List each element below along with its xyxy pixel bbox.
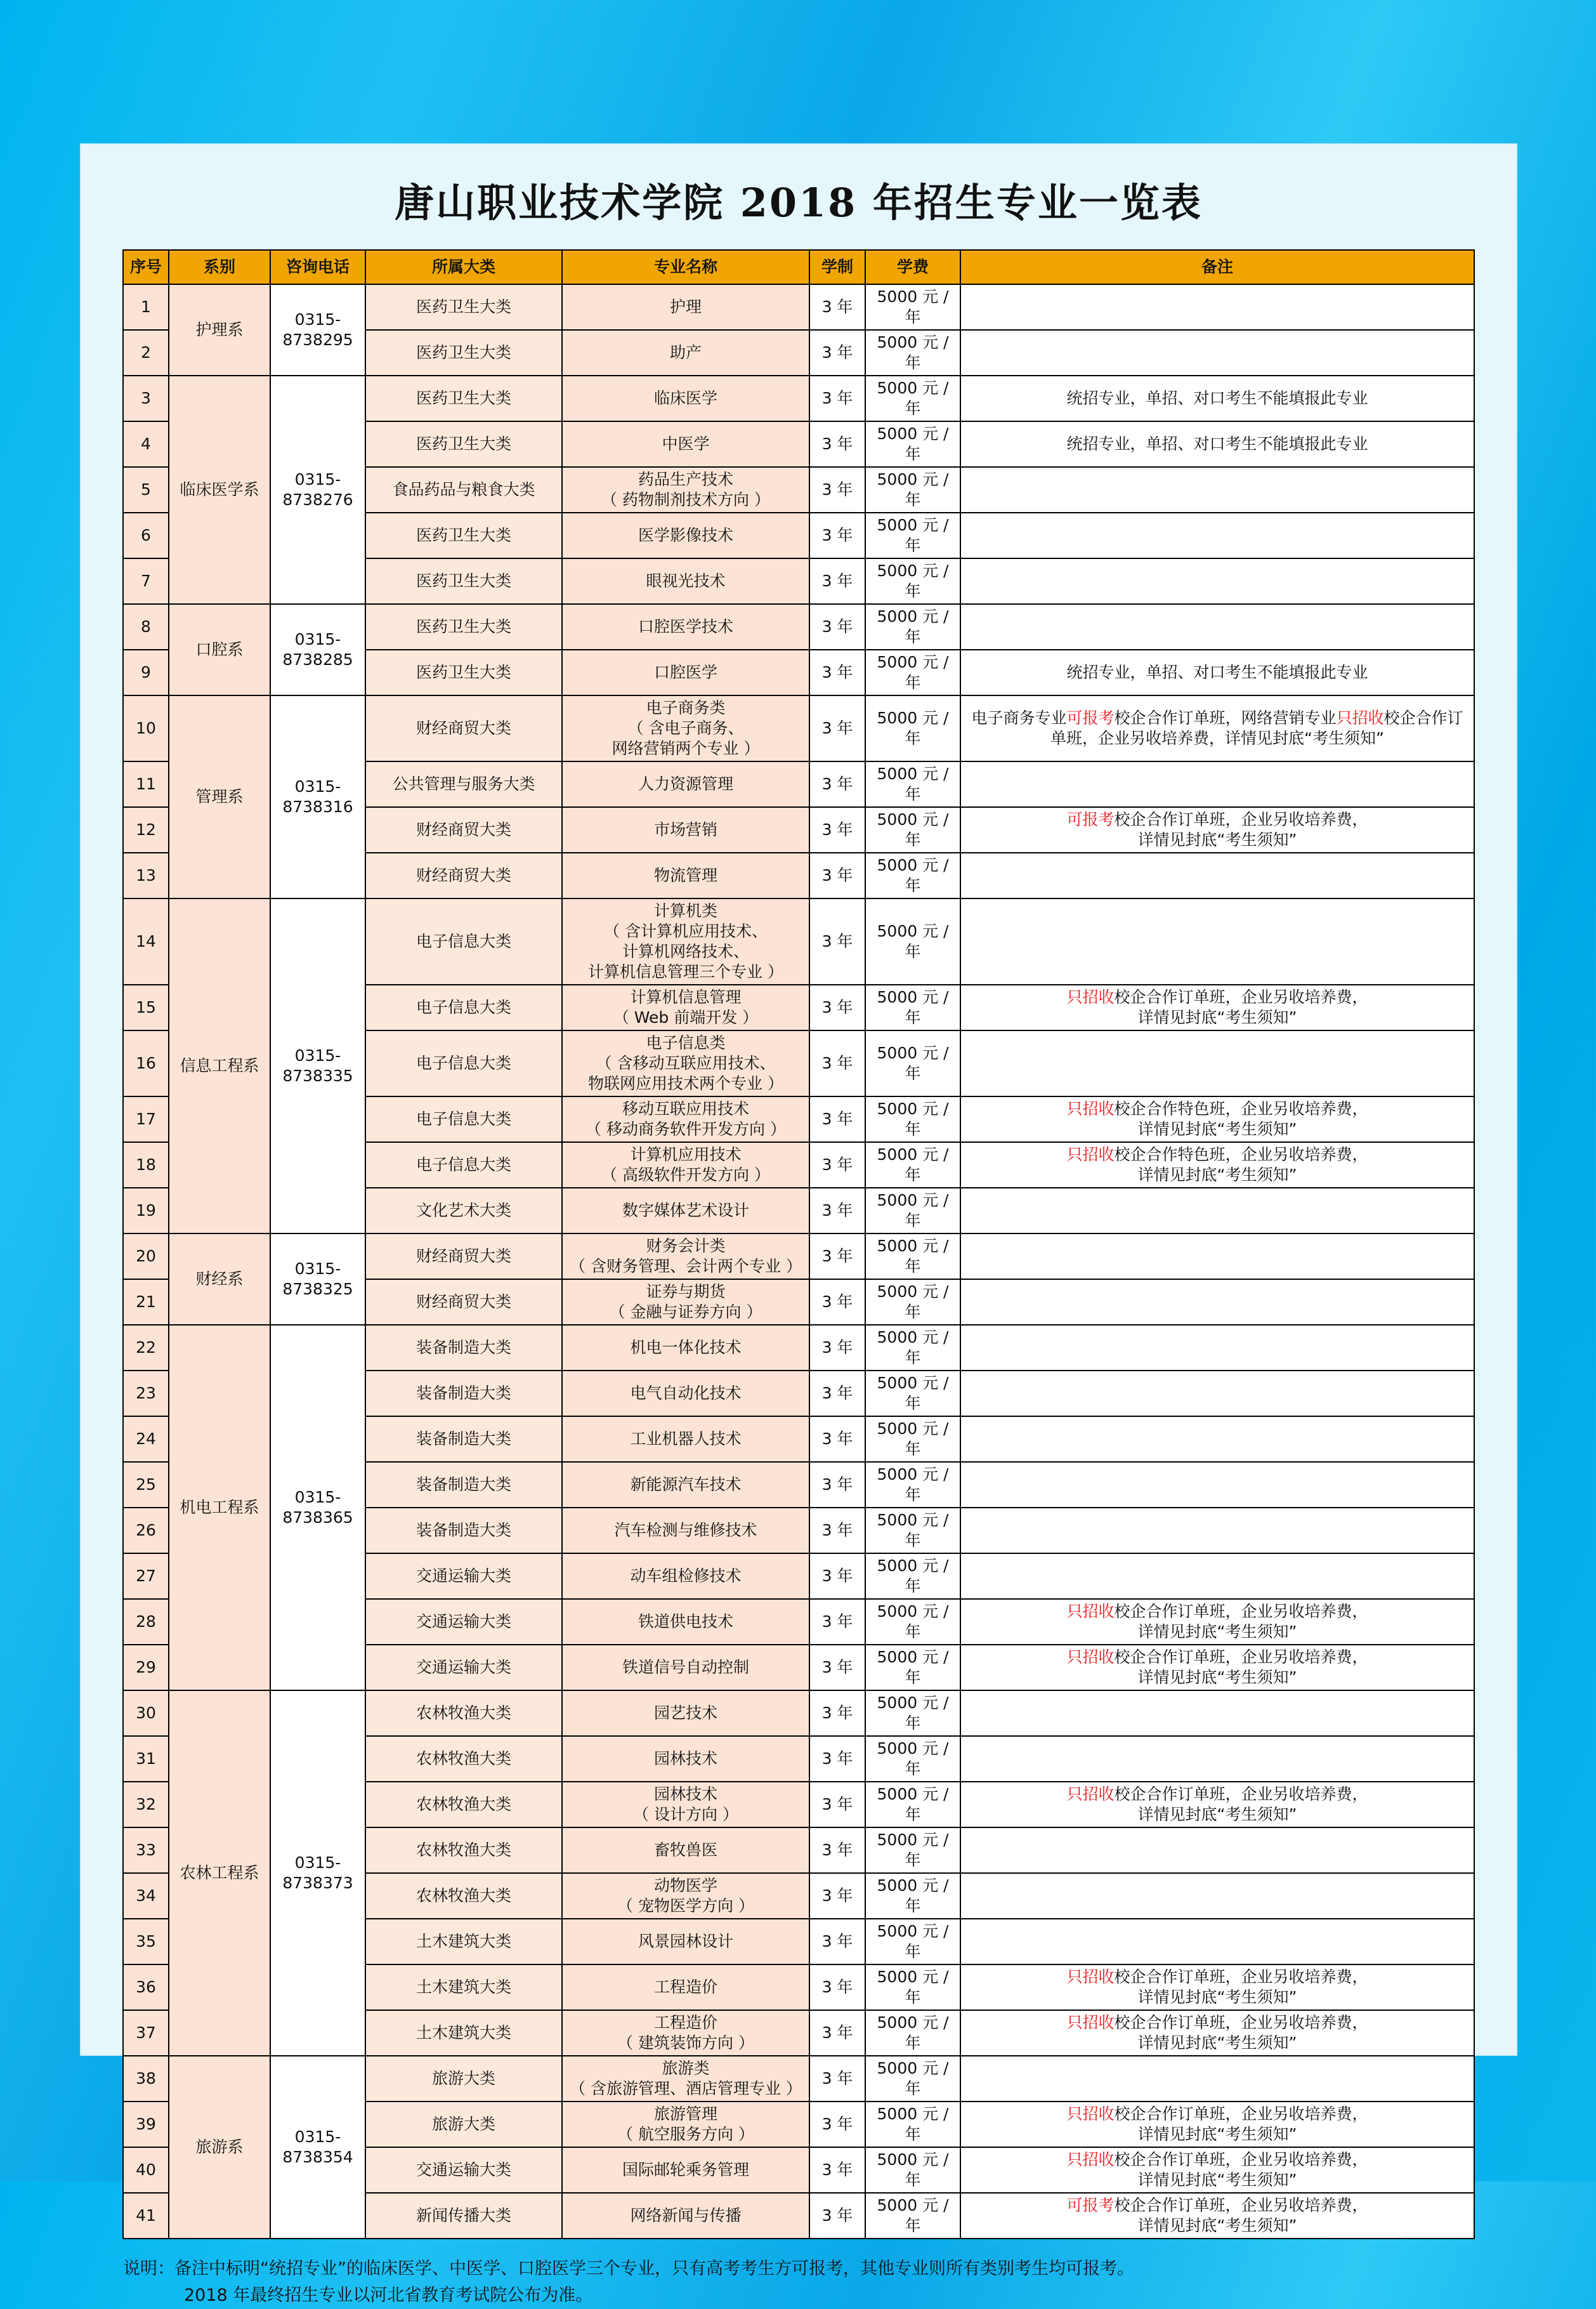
cell-index: 27	[123, 1553, 169, 1599]
cell-index: 9	[123, 650, 169, 695]
table-row	[123, 898, 1474, 985]
cell-department: 口腔系	[169, 604, 270, 695]
cell-index: 40	[123, 2147, 169, 2193]
cell-index: 16	[123, 1030, 169, 1096]
cell-duration: 3 年	[809, 1416, 865, 1462]
cell-tuition: 5000 元 / 年	[865, 284, 960, 330]
cell-tuition: 5000 元 / 年	[865, 1325, 960, 1371]
cell-remark: 只招收校企合作订单班，企业另收培养费， 详情见封底“考生须知”	[960, 2010, 1474, 2056]
cell-remark	[960, 1416, 1474, 1462]
cell-duration: 3 年	[809, 421, 865, 467]
cell-duration: 3 年	[809, 376, 865, 421]
cell-remark: 只招收校企合作订单班，企业另收培养费， 详情见封底“考生须知”	[960, 1782, 1474, 1827]
column-header-0: 序号	[123, 250, 169, 284]
table-row	[123, 1325, 1474, 1371]
cell-major: 工业机器人技术	[562, 1416, 809, 1462]
cell-duration: 3 年	[809, 2056, 865, 2102]
cell-remark	[960, 898, 1474, 985]
cell-duration: 3 年	[809, 1142, 865, 1188]
cell-index: 1	[123, 284, 169, 330]
column-header-1: 系别	[169, 250, 270, 284]
cell-category: 农林牧渔大类	[365, 1827, 562, 1873]
cell-tuition: 5000 元 / 年	[865, 985, 960, 1030]
table-row	[123, 604, 1474, 650]
cell-tuition: 5000 元 / 年	[865, 2056, 960, 2102]
cell-category: 土木建筑大类	[365, 2010, 562, 2056]
cell-category: 交通运输大类	[365, 1599, 562, 1645]
cell-major: 医学影像技术	[562, 513, 809, 558]
cell-remark	[960, 1827, 1474, 1873]
cell-remark: 只招收校企合作订单班，企业另收培养费， 详情见封底“考生须知”	[960, 985, 1474, 1030]
cell-remark: 可报考校企合作订单班，企业另收培养费， 详情见封底“考生须知”	[960, 2193, 1474, 2239]
cell-tuition: 5000 元 / 年	[865, 761, 960, 807]
cell-index: 19	[123, 1188, 169, 1233]
cell-tuition: 5000 元 / 年	[865, 421, 960, 467]
cell-duration: 3 年	[809, 1873, 865, 1919]
cell-index: 12	[123, 807, 169, 853]
cell-major: 计算机应用技术 （ 高级软件开发方向 ）	[562, 1142, 809, 1188]
cell-index: 41	[123, 2193, 169, 2239]
cell-major: 工程造价 （ 建筑装饰方向 ）	[562, 2010, 809, 2056]
cell-index: 14	[123, 898, 169, 985]
cell-remark	[960, 1371, 1474, 1416]
cell-major: 动物医学 （ 宠物医学方向 ）	[562, 1873, 809, 1919]
cell-duration: 3 年	[809, 330, 865, 376]
cell-duration: 3 年	[809, 1508, 865, 1553]
cell-major: 人力资源管理	[562, 761, 809, 807]
cell-index: 30	[123, 1690, 169, 1736]
cell-remark: 电子商务专业可报考校企合作订单班，网络营销专业只招收校企合作订单班，企业另收培养费，详情见封底“考生须知”	[960, 695, 1474, 761]
cell-major: 助产	[562, 330, 809, 376]
cell-tuition: 5000 元 / 年	[865, 1827, 960, 1873]
cell-category: 公共管理与服务大类	[365, 761, 562, 807]
cell-index: 33	[123, 1827, 169, 1873]
cell-index: 15	[123, 985, 169, 1030]
cell-remark	[960, 1919, 1474, 1964]
cell-phone: 0315- 8738285	[270, 604, 365, 695]
cell-category: 财经商贸大类	[365, 695, 562, 761]
cell-category: 医药卫生大类	[365, 604, 562, 650]
column-header-5: 学制	[809, 250, 865, 284]
cell-duration: 3 年	[809, 985, 865, 1030]
cell-remark	[960, 284, 1474, 330]
cell-duration: 3 年	[809, 2010, 865, 2056]
cell-major: 临床医学	[562, 376, 809, 421]
cell-tuition: 5000 元 / 年	[865, 604, 960, 650]
cell-duration: 3 年	[809, 1827, 865, 1873]
cell-duration: 3 年	[809, 1233, 865, 1279]
cell-remark: 统招专业，单招、对口考生不能填报此专业	[960, 650, 1474, 695]
cell-tuition: 5000 元 / 年	[865, 330, 960, 376]
cell-index: 21	[123, 1279, 169, 1325]
cell-tuition: 5000 元 / 年	[865, 1553, 960, 1599]
cell-remark	[960, 1508, 1474, 1553]
cell-phone: 0315- 8738335	[270, 898, 365, 1233]
cell-index: 31	[123, 1736, 169, 1782]
cell-tuition: 5000 元 / 年	[865, 1416, 960, 1462]
cell-duration: 3 年	[809, 1188, 865, 1233]
cell-index: 35	[123, 1919, 169, 1964]
table-row	[123, 1233, 1474, 1279]
cell-duration: 3 年	[809, 467, 865, 513]
cell-index: 7	[123, 558, 169, 604]
cell-tuition: 5000 元 / 年	[865, 1030, 960, 1096]
cell-remark	[960, 853, 1474, 898]
cell-tuition: 5000 元 / 年	[865, 376, 960, 421]
cell-major: 畜牧兽医	[562, 1827, 809, 1873]
cell-major: 移动互联应用技术 （ 移动商务软件开发方向 ）	[562, 1096, 809, 1142]
cell-duration: 3 年	[809, 513, 865, 558]
cell-category: 新闻传播大类	[365, 2193, 562, 2239]
cell-index: 34	[123, 1873, 169, 1919]
cell-category: 旅游大类	[365, 2056, 562, 2102]
cell-tuition: 5000 元 / 年	[865, 1096, 960, 1142]
cell-major: 旅游类 （ 含旅游管理、酒店管理专业 ）	[562, 2056, 809, 2102]
cell-remark: 可报考校企合作订单班，企业另收培养费， 详情见封底“考生须知”	[960, 807, 1474, 853]
cell-duration: 3 年	[809, 1919, 865, 1964]
cell-major: 证券与期货 （ 金融与证券方向 ）	[562, 1279, 809, 1325]
cell-duration: 3 年	[809, 2147, 865, 2193]
cell-duration: 3 年	[809, 1964, 865, 2010]
cell-duration: 3 年	[809, 1553, 865, 1599]
cell-remark: 只招收校企合作订单班，企业另收培养费， 详情见封底“考生须知”	[960, 1964, 1474, 2010]
column-header-3: 所属大类	[365, 250, 562, 284]
cell-index: 4	[123, 421, 169, 467]
cell-category: 旅游大类	[365, 2102, 562, 2147]
cell-duration: 3 年	[809, 853, 865, 898]
cell-remark	[960, 330, 1474, 376]
cell-category: 装备制造大类	[365, 1508, 562, 1553]
footer-note-2: 2018 年最终招生专业以河北省教育考试院公布为准。	[184, 2285, 593, 2305]
cell-department: 财经系	[169, 1233, 270, 1325]
cell-index: 6	[123, 513, 169, 558]
cell-remark	[960, 1188, 1474, 1233]
cell-tuition: 5000 元 / 年	[865, 695, 960, 761]
table-header-row	[123, 250, 1474, 284]
cell-remark	[960, 1325, 1474, 1371]
cell-category: 医药卫生大类	[365, 650, 562, 695]
footer-notes	[123, 2256, 1474, 2309]
cell-major: 电气自动化技术	[562, 1371, 809, 1416]
cell-major: 眼视光技术	[562, 558, 809, 604]
table-row	[123, 1690, 1474, 1736]
cell-tuition: 5000 元 / 年	[865, 1508, 960, 1553]
cell-major: 计算机信息管理 （ Web 前端开发 ）	[562, 985, 809, 1030]
cell-category: 电子信息大类	[365, 1142, 562, 1188]
cell-major: 计算机类 （ 含计算机应用技术、 计算机网络技术、 计算机信息管理三个专业 ）	[562, 898, 809, 985]
cell-index: 8	[123, 604, 169, 650]
cell-category: 医药卫生大类	[365, 376, 562, 421]
table-row	[123, 695, 1474, 761]
cell-duration: 3 年	[809, 650, 865, 695]
cell-tuition: 5000 元 / 年	[865, 1964, 960, 2010]
cell-index: 11	[123, 761, 169, 807]
cell-phone: 0315- 8738373	[270, 1690, 365, 2056]
cell-duration: 3 年	[809, 1030, 865, 1096]
cell-category: 交通运输大类	[365, 1645, 562, 1690]
cell-index: 32	[123, 1782, 169, 1827]
cell-category: 食品药品与粮食大类	[365, 467, 562, 513]
cell-major: 机电一体化技术	[562, 1325, 809, 1371]
table-row	[123, 2056, 1474, 2102]
cell-remark	[960, 1873, 1474, 1919]
cell-tuition: 5000 元 / 年	[865, 807, 960, 853]
cell-remark	[960, 1462, 1474, 1508]
cell-category: 土木建筑大类	[365, 1919, 562, 1964]
cell-tuition: 5000 元 / 年	[865, 1371, 960, 1416]
cell-phone: 0315- 8738295	[270, 284, 365, 376]
cell-major: 旅游管理 （ 航空服务方向 ）	[562, 2102, 809, 2147]
cell-index: 18	[123, 1142, 169, 1188]
footer-note-1: 说明：备注中标明“统招专业”的临床医学、中医学、口腔医学三个专业，只有高考考生方可报考，其他专业则所有类别考生均可报考。	[123, 2259, 1134, 2279]
cell-major: 汽车检测与维修技术	[562, 1508, 809, 1553]
cell-duration: 3 年	[809, 2102, 865, 2147]
majors-table	[122, 249, 1475, 2239]
cell-category: 土木建筑大类	[365, 1964, 562, 2010]
cell-remark: 统招专业，单招、对口考生不能填报此专业	[960, 376, 1474, 421]
cell-duration: 3 年	[809, 604, 865, 650]
cell-remark	[960, 558, 1474, 604]
cell-remark: 只招收校企合作订单班，企业另收培养费， 详情见封底“考生须知”	[960, 1645, 1474, 1690]
cell-remark: 只招收校企合作订单班，企业另收培养费， 详情见封底“考生须知”	[960, 2102, 1474, 2147]
table-row	[123, 284, 1474, 330]
cell-remark	[960, 604, 1474, 650]
cell-category: 财经商贸大类	[365, 1233, 562, 1279]
cell-major: 护理	[562, 284, 809, 330]
cell-duration: 3 年	[809, 807, 865, 853]
cell-tuition: 5000 元 / 年	[865, 1599, 960, 1645]
cell-remark: 只招收校企合作订单班，企业另收培养费， 详情见封底“考生须知”	[960, 2147, 1474, 2193]
cell-category: 农林牧渔大类	[365, 1782, 562, 1827]
cell-remark	[960, 1233, 1474, 1279]
cell-category: 装备制造大类	[365, 1462, 562, 1508]
cell-index: 22	[123, 1325, 169, 1371]
cell-major: 国际邮轮乘务管理	[562, 2147, 809, 2193]
cell-index: 36	[123, 1964, 169, 2010]
cell-duration: 3 年	[809, 284, 865, 330]
cell-category: 装备制造大类	[365, 1325, 562, 1371]
cell-major: 园林技术 （ 设计方向 ）	[562, 1782, 809, 1827]
cell-index: 17	[123, 1096, 169, 1142]
cell-major: 铁道信号自动控制	[562, 1645, 809, 1690]
cell-tuition: 5000 元 / 年	[865, 513, 960, 558]
cell-major: 药品生产技术 （ 药物制剂技术方向 ）	[562, 467, 809, 513]
cell-remark	[960, 513, 1474, 558]
cell-tuition: 5000 元 / 年	[865, 1142, 960, 1188]
cell-phone: 0315- 8738354	[270, 2056, 365, 2239]
cell-category: 财经商贸大类	[365, 807, 562, 853]
cell-duration: 3 年	[809, 898, 865, 985]
poster-card	[81, 145, 1516, 2305]
cell-category: 电子信息大类	[365, 1030, 562, 1096]
column-header-2: 咨询电话	[270, 250, 365, 284]
cell-duration: 3 年	[809, 1279, 865, 1325]
cell-tuition: 5000 元 / 年	[865, 2010, 960, 2056]
cell-index: 23	[123, 1371, 169, 1416]
cell-category: 装备制造大类	[365, 1416, 562, 1462]
cell-index: 37	[123, 2010, 169, 2056]
cell-duration: 3 年	[809, 1371, 865, 1416]
cell-major: 风景园林设计	[562, 1919, 809, 1964]
cell-remark: 只招收校企合作特色班，企业另收培养费， 详情见封底“考生须知”	[960, 1096, 1474, 1142]
cell-remark: 只招收校企合作特色班，企业另收培养费， 详情见封底“考生须知”	[960, 1142, 1474, 1188]
cell-index: 26	[123, 1508, 169, 1553]
cell-department: 农林工程系	[169, 1690, 270, 2056]
cell-duration: 3 年	[809, 558, 865, 604]
cell-major: 动车组检修技术	[562, 1553, 809, 1599]
cell-duration: 3 年	[809, 695, 865, 761]
cell-index: 24	[123, 1416, 169, 1462]
cell-major: 铁道供电技术	[562, 1599, 809, 1645]
cell-index: 10	[123, 695, 169, 761]
cell-duration: 3 年	[809, 1690, 865, 1736]
cell-department: 临床医学系	[169, 376, 270, 604]
table-row	[123, 376, 1474, 421]
cell-category: 财经商贸大类	[365, 1279, 562, 1325]
cell-index: 5	[123, 467, 169, 513]
cell-category: 医药卫生大类	[365, 513, 562, 558]
cell-category: 电子信息大类	[365, 898, 562, 985]
cell-major: 财务会计类 （ 含财务管理、会计两个专业 ）	[562, 1233, 809, 1279]
cell-duration: 3 年	[809, 2193, 865, 2239]
cell-phone: 0315- 8738276	[270, 376, 365, 604]
column-header-6: 学费	[865, 250, 960, 284]
cell-tuition: 5000 元 / 年	[865, 2102, 960, 2147]
cell-category: 医药卫生大类	[365, 284, 562, 330]
cell-major: 中医学	[562, 421, 809, 467]
cell-remark: 统招专业，单招、对口考生不能填报此专业	[960, 421, 1474, 467]
cell-duration: 3 年	[809, 1782, 865, 1827]
cell-tuition: 5000 元 / 年	[865, 1645, 960, 1690]
cell-remark	[960, 1279, 1474, 1325]
cell-category: 医药卫生大类	[365, 558, 562, 604]
cell-phone: 0315- 8738365	[270, 1325, 365, 1690]
cell-index: 28	[123, 1599, 169, 1645]
cell-category: 农林牧渔大类	[365, 1873, 562, 1919]
cell-index: 3	[123, 376, 169, 421]
cell-major: 园林技术	[562, 1736, 809, 1782]
cell-duration: 3 年	[809, 1325, 865, 1371]
cell-remark	[960, 761, 1474, 807]
cell-major: 工程造价	[562, 1964, 809, 2010]
cell-remark	[960, 1690, 1474, 1736]
column-header-7: 备注	[960, 250, 1474, 284]
cell-tuition: 5000 元 / 年	[865, 467, 960, 513]
cell-index: 39	[123, 2102, 169, 2147]
cell-index: 25	[123, 1462, 169, 1508]
cell-major: 电子信息类 （ 含移动互联应用技术、 物联网应用技术两个专业 ）	[562, 1030, 809, 1096]
cell-remark	[960, 1553, 1474, 1599]
cell-category: 电子信息大类	[365, 985, 562, 1030]
cell-tuition: 5000 元 / 年	[865, 1690, 960, 1736]
cell-tuition: 5000 元 / 年	[865, 650, 960, 695]
cell-department: 管理系	[169, 695, 270, 898]
cell-category: 农林牧渔大类	[365, 1690, 562, 1736]
cell-major: 物流管理	[562, 853, 809, 898]
cell-major: 数字媒体艺术设计	[562, 1188, 809, 1233]
cell-category: 装备制造大类	[365, 1371, 562, 1416]
cell-index: 20	[123, 1233, 169, 1279]
cell-category: 财经商贸大类	[365, 853, 562, 898]
cell-tuition: 5000 元 / 年	[865, 1873, 960, 1919]
cell-category: 文化艺术大类	[365, 1188, 562, 1233]
cell-major: 园艺技术	[562, 1690, 809, 1736]
cell-category: 交通运输大类	[365, 2147, 562, 2193]
cell-duration: 3 年	[809, 1462, 865, 1508]
cell-major: 新能源汽车技术	[562, 1462, 809, 1508]
cell-remark	[960, 1030, 1474, 1096]
cell-duration: 3 年	[809, 761, 865, 807]
cell-major: 网络新闻与传播	[562, 2193, 809, 2239]
cell-phone: 0315- 8738325	[270, 1233, 365, 1325]
cell-category: 电子信息大类	[365, 1096, 562, 1142]
cell-duration: 3 年	[809, 1645, 865, 1690]
table-body	[123, 284, 1474, 2239]
cell-phone: 0315- 8738316	[270, 695, 365, 898]
column-header-4: 专业名称	[562, 250, 809, 284]
cell-index: 29	[123, 1645, 169, 1690]
cell-tuition: 5000 元 / 年	[865, 2147, 960, 2193]
cell-remark	[960, 1736, 1474, 1782]
cell-duration: 3 年	[809, 1599, 865, 1645]
cell-category: 农林牧渔大类	[365, 1736, 562, 1782]
cell-category: 医药卫生大类	[365, 330, 562, 376]
cell-tuition: 5000 元 / 年	[865, 1233, 960, 1279]
cell-tuition: 5000 元 / 年	[865, 1279, 960, 1325]
cell-duration: 3 年	[809, 1096, 865, 1142]
cell-tuition: 5000 元 / 年	[865, 1782, 960, 1827]
cell-tuition: 5000 元 / 年	[865, 853, 960, 898]
cell-department: 旅游系	[169, 2056, 270, 2239]
cell-index: 2	[123, 330, 169, 376]
cell-department: 护理系	[169, 284, 270, 376]
page-title: 唐山职业技术学院 2018 年招生专业一览表	[395, 180, 1203, 226]
cell-department: 信息工程系	[169, 898, 270, 1233]
cell-department: 机电工程系	[169, 1325, 270, 1690]
cell-major: 口腔医学	[562, 650, 809, 695]
cell-tuition: 5000 元 / 年	[865, 2193, 960, 2239]
cell-tuition: 5000 元 / 年	[865, 1188, 960, 1233]
cell-tuition: 5000 元 / 年	[865, 1919, 960, 1964]
cell-remark: 只招收校企合作订单班，企业另收培养费， 详情见封底“考生须知”	[960, 1599, 1474, 1645]
cell-major: 市场营销	[562, 807, 809, 853]
cell-remark	[960, 2056, 1474, 2102]
cell-category: 医药卫生大类	[365, 421, 562, 467]
cell-category: 交通运输大类	[365, 1553, 562, 1599]
cell-tuition: 5000 元 / 年	[865, 898, 960, 985]
cell-major: 口腔医学技术	[562, 604, 809, 650]
cell-tuition: 5000 元 / 年	[865, 558, 960, 604]
cell-remark	[960, 467, 1474, 513]
cell-index: 38	[123, 2056, 169, 2102]
cell-major: 电子商务类 （ 含电子商务、 网络营销两个专业 ）	[562, 695, 809, 761]
cell-duration: 3 年	[809, 1736, 865, 1782]
cell-tuition: 5000 元 / 年	[865, 1736, 960, 1782]
cell-tuition: 5000 元 / 年	[865, 1462, 960, 1508]
cell-index: 13	[123, 853, 169, 898]
